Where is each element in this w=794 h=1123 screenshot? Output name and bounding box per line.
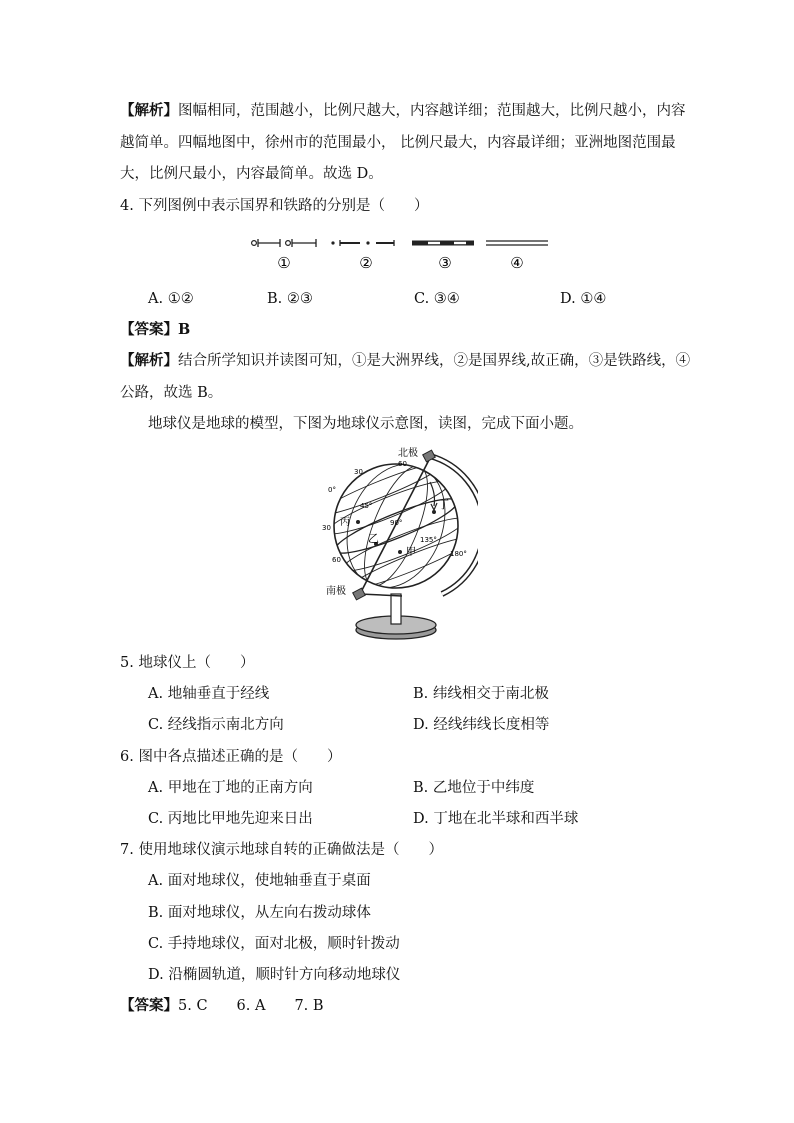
analysis-text-1: 图幅相同，范围越小，比例尺越大，内容越详细；范围越大，比例尺越小，内容 [178, 103, 686, 119]
legend-num-1: ① [277, 254, 291, 272]
legend-num-4: ④ [510, 254, 524, 272]
q7-option-b: B. 面对地球仪，从左向右拨动球体 [148, 905, 371, 921]
question-5-stem: 5. 地球仪上（ ） [120, 655, 255, 671]
q6-option-d: D. 丁地在北半球和西半球 [413, 811, 579, 827]
q5-option-b: B. 纬线相交于南北极 [413, 686, 549, 702]
legend-num-2: ② [359, 254, 373, 272]
degree-label: 30 [354, 468, 363, 476]
q4-analysis-line-1 [120, 351, 690, 371]
question-6-stem: 6. 图中各点描述正确的是（ ） [120, 749, 342, 765]
intro-text: 地球仪是地球的模型，下图为地球仪示意图，读图，完成下面小题。 [148, 416, 583, 432]
q4-analysis-line-2: 公路，故选 B。 [120, 385, 223, 401]
analysis-label: 【解析】 [120, 102, 178, 119]
q5-option-a: A. 地轴垂直于经线 [148, 686, 270, 702]
legend-symbol-3 [412, 241, 474, 246]
degree-label: 180° [450, 550, 467, 558]
q4-option-a: A. ①② [148, 291, 194, 307]
q5-option-c: C. 经线指示南北方向 [148, 717, 284, 733]
q7-option-a: A. 面对地球仪，使地轴垂直于桌面 [148, 873, 371, 889]
analysis-line-3: 大，比例尺最小，内容最简单。故选 D。 [120, 166, 383, 182]
legend-symbol-4 [486, 241, 548, 245]
q4-option-b: B. ②③ [267, 291, 313, 307]
point-bing-label: 丙 [340, 517, 350, 528]
point-yi-label: 乙 [368, 532, 379, 545]
final-answer-text: 5. C 6. A 7. B [178, 998, 324, 1014]
final-answer-line [120, 996, 324, 1016]
q7-option-c: C. 手持地球仪，面对北极，顺时针拨动 [148, 936, 400, 952]
globe-figure [318, 444, 478, 644]
q7-option-d: D. 沿椭圆轨道，顺时针方向移动地球仪 [148, 967, 401, 983]
q6-option-a: A. 甲地在丁地的正南方向 [148, 780, 313, 796]
q4-option-d: D. ①④ [560, 291, 607, 307]
degree-label: 0° [328, 486, 336, 494]
north-pole-label: 北极 [398, 448, 418, 459]
degree-label: 30 [322, 524, 331, 532]
q4-analysis-text-1: 结合所学知识并读图可知，①是大洲界线，②是国界线,故正确，③是铁路线，④ [178, 353, 691, 369]
degree-label: 45° [360, 502, 373, 510]
point-jia-marker [398, 550, 402, 554]
q6-option-c: C. 丙地比甲地先迎来日出 [148, 811, 313, 827]
degree-label: 60 [332, 556, 341, 564]
q4-analysis-label: 【解析】 [120, 352, 178, 369]
legend-symbol-2 [331, 240, 394, 246]
south-pole-label: 南极 [326, 586, 346, 597]
q4-option-c: C. ③④ [414, 291, 460, 307]
point-ding-marker [432, 510, 436, 514]
q4-answer: 【答案】B [120, 321, 191, 338]
degree-label: 90° [390, 519, 403, 527]
point-bing-marker [356, 520, 360, 524]
q6-option-b: B. 乙地位于中纬度 [413, 780, 535, 796]
q5-option-d: D. 经线纬线长度相等 [413, 717, 550, 733]
globe-stand [356, 594, 436, 639]
analysis-line-2: 越简单。四幅地图中，徐州市的范围最小， 比例尺最大，内容最详细；亚洲地图范围最 [120, 135, 676, 151]
analysis-line-1 [120, 101, 686, 121]
question-4-stem: 4. 下列图例中表示国界和铁路的分别是（ ） [120, 198, 429, 214]
final-answer-label: 【答案】 [120, 997, 178, 1014]
legend-num-3: ③ [438, 254, 452, 272]
map-legend-figure [240, 230, 560, 274]
degree-label: 60 [398, 460, 407, 468]
question-7-stem: 7. 使用地球仪演示地球自转的正确做法是（ ） [120, 842, 443, 858]
point-jia-label: 甲 [406, 547, 416, 558]
legend-symbol-1 [252, 239, 316, 247]
point-ding-label: 丁 [438, 498, 449, 511]
degree-label: 135° [420, 536, 437, 544]
